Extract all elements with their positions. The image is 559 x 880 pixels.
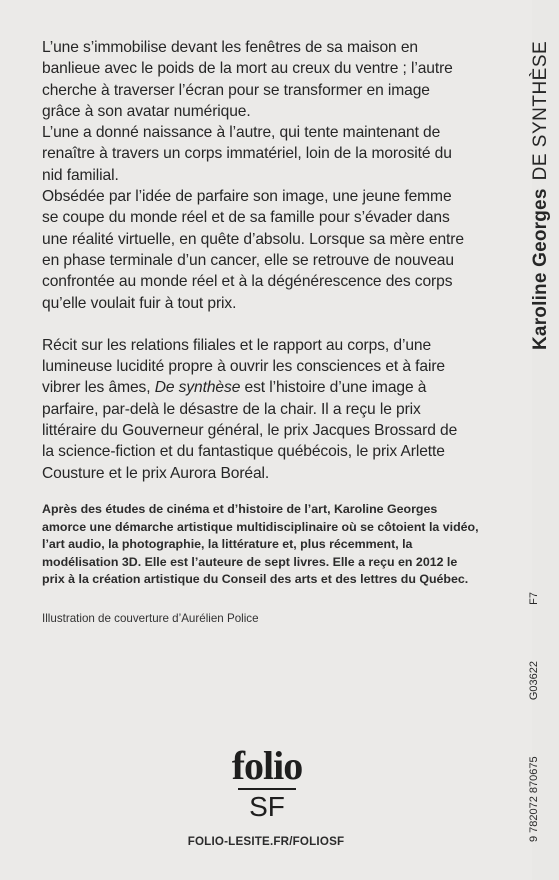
- blurb-text: Récit sur les relations filiales et le rapport au corps, d’une lumineuse lucidité propre à ouvrir les consciences et à faire vibrer les âmes,: [42, 336, 446, 397]
- price-code: F7: [528, 592, 540, 605]
- paragraph-gap: [42, 314, 467, 335]
- spine-author: Karoline Georges: [530, 188, 551, 350]
- product-code: G03622: [528, 661, 540, 701]
- folio-wordmark: folio: [231, 743, 303, 788]
- isbn-code-block: [497, 592, 540, 842]
- book-title-italic: De synthèse: [154, 379, 241, 397]
- publisher-website: FOLIO-LESITE.FR/FOLIOSF: [187, 835, 345, 848]
- folio-sf-logo: [197, 743, 337, 828]
- back-cover-blurb: [42, 37, 467, 484]
- blurb-paragraph-3: Obsédée par l’idée de parfaire son image, une jeune femme se coupe du monde réel et de sa famille pour s’évader dans une réalité virtuelle, en quête d’absolu. Lorsque sa mère entre en phase terminale d’un cancer, elle se retrouve de nouveau confrontée au monde réel et à la dégénérescence des corps qu’elle voulait fuir à tout prix.: [42, 188, 464, 312]
- blurb-paragraph-2: L’une a donné naissance à l’autre, qui tente maintenant de renaître à travers un corps immatériel, loin de la morosité du nid familial.: [42, 124, 452, 184]
- blurb-paragraph-4: [42, 335, 467, 484]
- author-bio: [42, 501, 482, 589]
- illustration-credit: Illustration de couverture d’Aurélien Police: [42, 612, 259, 625]
- isbn-number: 9 782072 870675: [528, 756, 540, 842]
- sf-wordmark: SF: [238, 788, 296, 822]
- author-bio-text: Après des études de cinéma et d’histoire de l’art, Karoline Georges amorce une démarche artistique multidisciplinaire où se côtoient la vidéo, l’art audio, la photographie, la littérature et, plus récemment, la modélisation 3D. Elle est l’auteure de sept livres. Elle a reçu en 2012 le prix à la création artistique du Conseil des arts et des lettres du Québec.: [42, 502, 479, 587]
- blurb-text: est l’histoire d’une image à parfaire, par-delà le désastre de la chair. Il a reçu le prix littéraire du Gouverneur général, le prix Jacques Brossard de la science-fiction et du fantastique québécois, le prix Arlette Cousture et le prix Aurora Boréal.: [42, 379, 458, 482]
- blurb-paragraph-1: L’une s’immobilise devant les fenêtres de sa maison en banlieue avec le poids de la mort au creux du ventre ; l’autre cherche à traverser l’écran pour se transformer en image grâce à son avatar numérique.: [42, 39, 453, 120]
- spine-book-title: DE SYNTHÈSE: [530, 40, 551, 181]
- spine-title-block: [487, 20, 551, 350]
